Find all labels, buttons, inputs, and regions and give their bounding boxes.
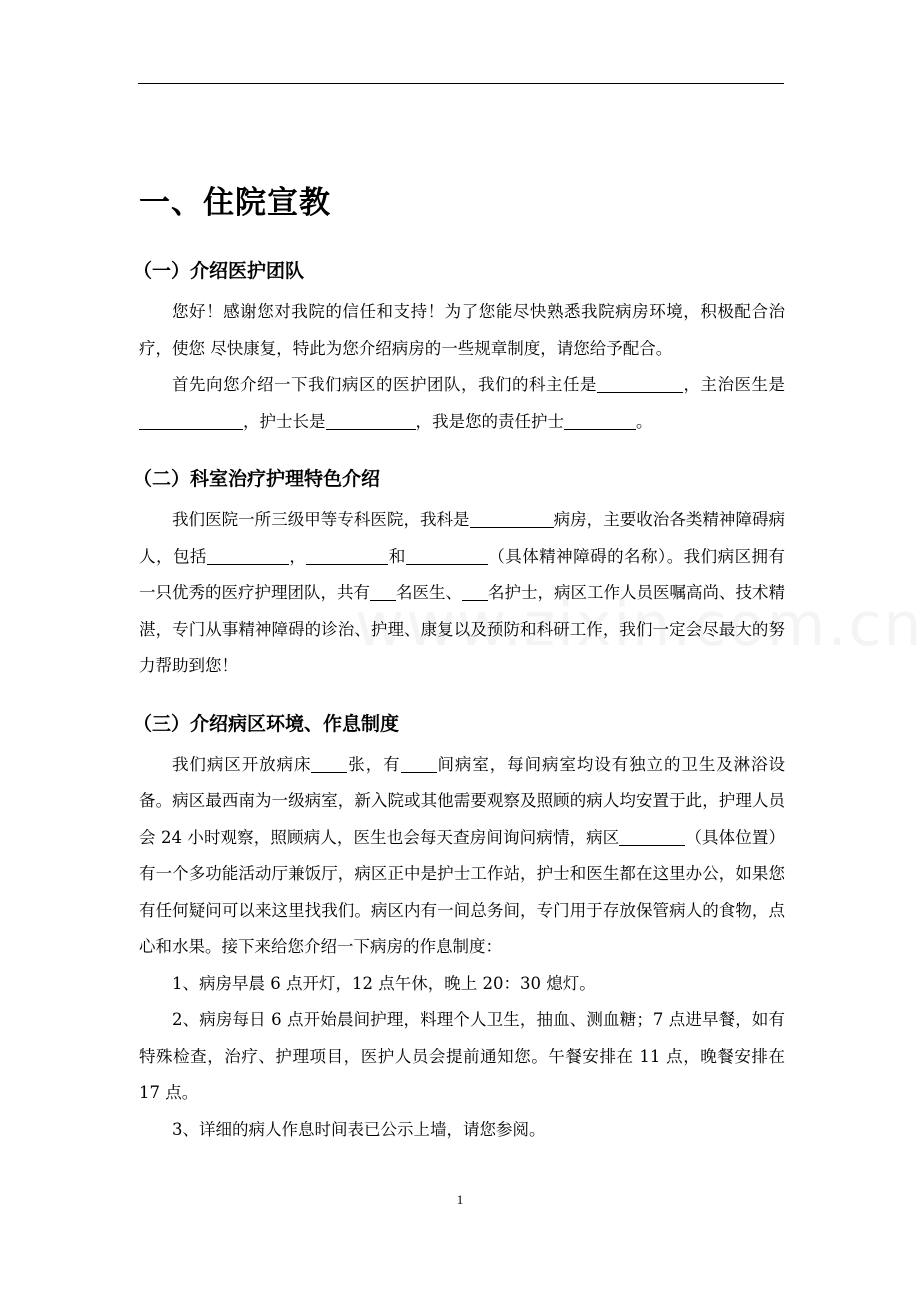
- paragraph-environment: 我们病区开放病床 张，有 间病室，每间病室均设有独立的卫生及淋浴设备。病区最西南为一级病室，新入院或其他需要观察及照顾的病人均安置于此，护理人员会 24 小时观察，照顾病人，医生也会每天查房间询问病情，病区 （具体位置）有一个多功能活动厅兼饭厅，病区正中是护士工作站，护士和医生都在这里办公，如果您有任何疑问可以来这里找我们。病区内有一间总务间，专门用于存放保管病人的食物，点心和水果。接下来给您介绍一下病房的作息制度：: [139, 754, 785, 956]
- paragraph-welcome: 您好！感谢您对我院的信任和支持！为了您能尽快熟悉我院病房环境，积极配合治疗，使您 尽快康复，特此为您介绍病房的一些规章制度，请您给予配合。: [139, 302, 785, 358]
- blank-nurse-count: [462, 584, 488, 602]
- blank-location: [619, 828, 685, 846]
- header-rule: [138, 83, 784, 84]
- paragraph-department: 我们医院一所三级甲等专科医院，我科是 病房，主要收治各类精神障碍病人，包括 ， 和 （具体精神障碍的名称）。我们病区拥有一只优秀的医疗护理团队，共有 名医生、 名护士，病区工作人员医嘱高尚、技术精湛，专门从事精神障碍的诊治、护理、康复以及预防和科研工作，我们一定会尽最大的努力帮助到您！: [139, 510, 786, 675]
- blank-doctor-count: [370, 584, 396, 602]
- schedule-item-3: 3、详细的病人作息时间表已公示上墙，请您参阅。: [172, 1119, 546, 1139]
- blank-room-count: [401, 755, 437, 773]
- page-title: 一、住院宣教: [139, 185, 331, 221]
- schedule-item-2: 2、病房每日 6 点开始晨间护理，料理个人卫生，抽血、测血糖；7 点进早餐，如有特殊检查，治疗、护理项目，医护人员会提前通知您。午餐安排在 11 点，晚餐安排在 17 点。: [139, 1010, 785, 1102]
- blank-disorder-3: [406, 547, 488, 565]
- section-heading-team: （一）介绍医护团队: [133, 260, 305, 282]
- blank-director: [597, 376, 683, 394]
- blank-attending-doctor: [139, 412, 243, 430]
- page-number: 1: [456, 1192, 464, 1207]
- blank-disorder-1: [207, 547, 289, 565]
- blank-ward-type: [470, 511, 554, 529]
- document-body: [133, 178, 786, 1148]
- blank-bed-count: [311, 755, 347, 773]
- schedule-item-1: 1、病房早晨 6 点开灯，12 点午休，晚上 20：30 熄灯。: [172, 973, 596, 993]
- blank-primary-nurse: [564, 412, 636, 430]
- section-heading-features: （二）科室治疗护理特色介绍: [133, 468, 381, 490]
- section-heading-environment: （三）介绍病区环境、作息制度: [133, 712, 400, 735]
- blank-head-nurse: [326, 412, 416, 430]
- paragraph-team-intro: 首先向您介绍一下我们病区的医护团队，我们的科主任是 ，主治医生是，护士长是 ，我是您的责任护士 。: [139, 367, 785, 440]
- blank-disorder-2: [306, 547, 388, 565]
